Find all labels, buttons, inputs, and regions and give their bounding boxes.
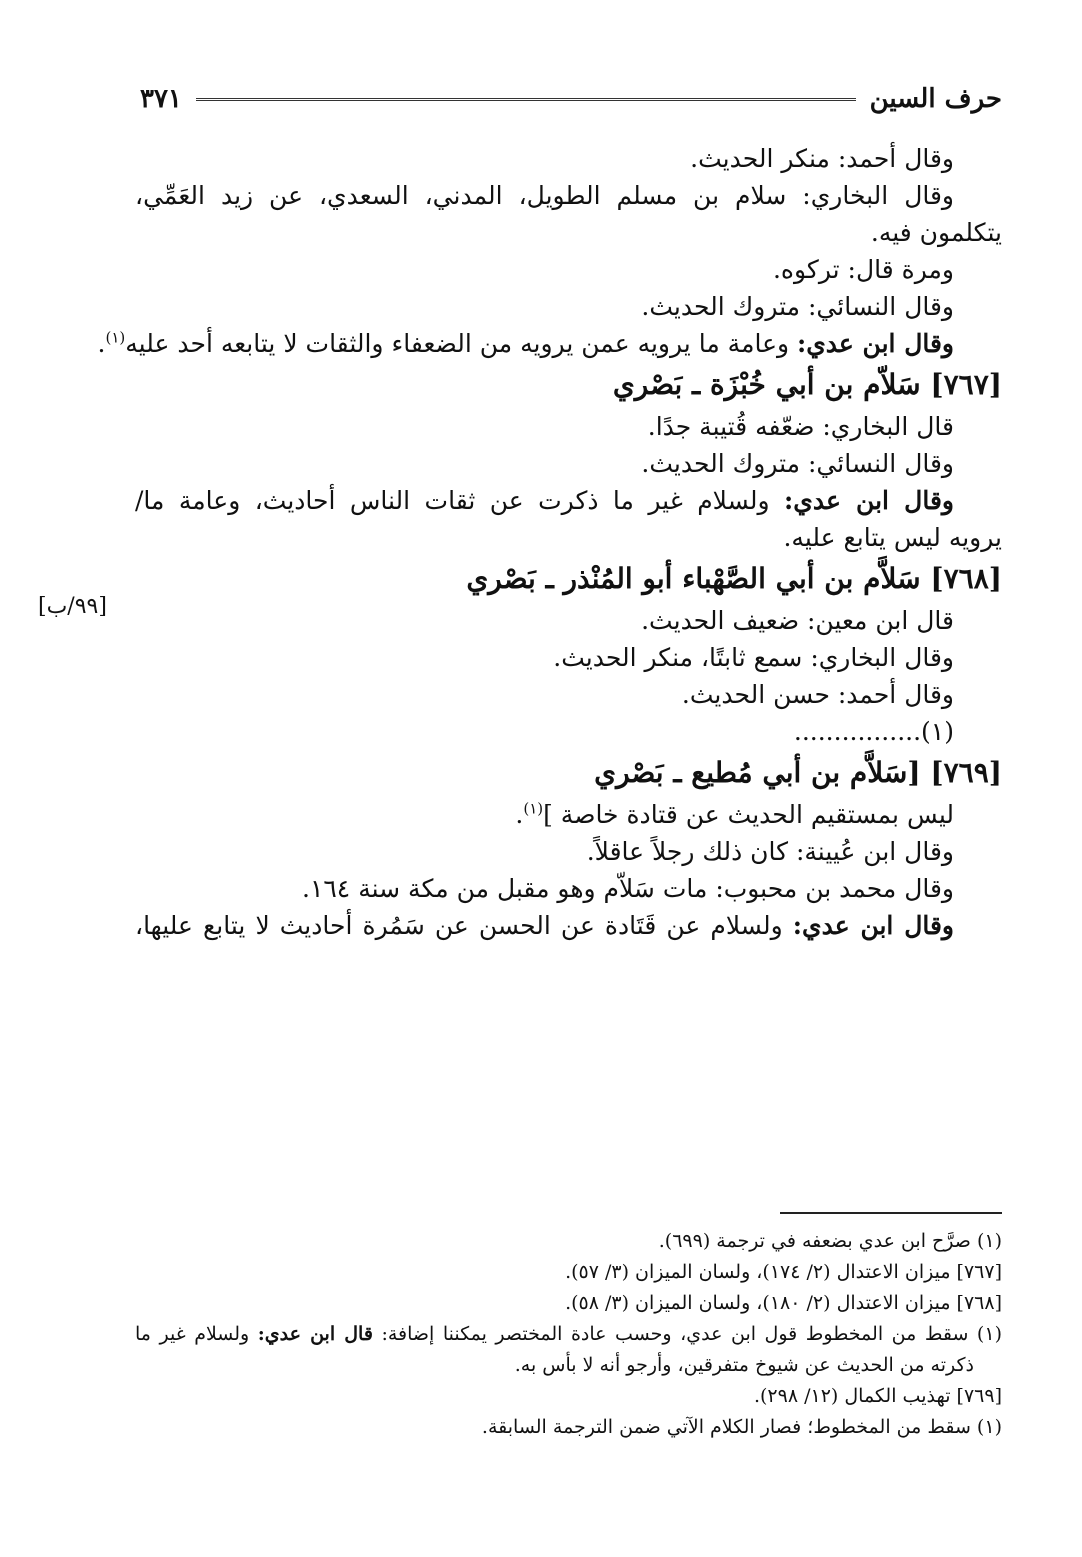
footnote: [٧٦٨] ميزان الاعتدال (٢/ ١٨٠)، ولسان الميزان (٣/ ٥٨). <box>565 1292 1002 1314</box>
running-title: حرف السين <box>869 84 1002 114</box>
punctuation: . <box>515 800 524 829</box>
entry-heading-769: [٧٦٩] [سَلاَّم بن أبي مُطيع ـ بَصْري <box>594 756 1002 789</box>
text-line: وقال أحمد: حسن الحديث. <box>681 680 954 709</box>
text-line <box>135 796 1002 833</box>
footnote-ref: (١) <box>105 328 126 347</box>
punctuation: . <box>97 329 106 358</box>
footnote-ref: (١) <box>523 799 544 818</box>
footnote: (١) سقط من المخطوط؛ فصار الكلام الآتي ضمن الترجمة السابقة. <box>481 1416 1002 1438</box>
text-line: يرويه ليس يتابع عليه. <box>783 523 1002 552</box>
text-line: وقال ابن عُيينة: كان ذلك رجلاً عاقلاً. <box>586 837 954 866</box>
text-line: يتكلمون فيه. <box>870 218 1002 247</box>
ellipsis-line: (١)................ <box>793 717 954 746</box>
quote-text: وعامة ما يرويه عمن يرويه من الضعفاء والثقات لا يتابعه أحد عليه <box>125 329 798 358</box>
entry-heading-768: [٧٦٨] سَلاَّم بن أبي الصَّهْباء أبو المُنْذر ـ بَصْري <box>466 562 1002 595</box>
footnote-separator <box>780 1212 1002 1214</box>
footnotes <box>135 1226 1002 1443</box>
text-line: وقال أحمد: منكر الحديث. <box>690 144 954 173</box>
footnote: [٧٦٩] تهذيب الكمال (١٢/ ٢٩٨). <box>753 1385 1002 1407</box>
page-header <box>140 82 1002 116</box>
footnote-text: (١) سقط من المخطوط قول ابن عدي، وحسب عادة المختصر يمكننا إضافة: <box>372 1323 1002 1345</box>
footnote <box>135 1319 1002 1350</box>
footnote: [٧٦٧] ميزان الاعتدال (٢/ ١٧٤)، ولسان الميزان (٣/ ٥٧). <box>565 1261 1002 1283</box>
quote-text: ولسلام غير ما ذكرت عن ثقات الناس أحاديث، وعامة ما/ <box>135 486 785 515</box>
text-line: وقال النسائي: متروك الحديث. <box>641 292 954 321</box>
text-line: وقال البخاري: سمع ثابتًا، منكر الحديث. <box>553 643 954 672</box>
speaker-label: وقال ابن عدي: <box>797 329 954 358</box>
page-number: ٣٧١ <box>140 84 182 114</box>
footnote-text: ولسلام غير ما <box>135 1323 258 1345</box>
speaker-label: وقال ابن عدي: <box>792 911 955 940</box>
text-line: قال ابن معين: ضعيف الحديث. <box>641 606 954 635</box>
entry-heading-767: [٧٦٧] سَلاّم بن أبي خُبْزَة ـ بَصْري <box>612 368 1002 401</box>
text-line: وقال محمد بن محبوب: مات سَلاّم وهو مقبل من مكة سنة ١٦٤. <box>302 874 954 903</box>
quote-text: ولسلام عن قَتَادة عن الحسن عن سَمُرة أحاديث لا يتابع عليها، <box>135 911 793 940</box>
speaker-label: وقال ابن عدي: <box>784 486 954 515</box>
footnote-continuation: ذكرته من الحديث عن شيوخ متفرقين، وأرجو أنه لا بأس به. <box>514 1354 974 1376</box>
quote-text: ليس بمستقيم الحديث عن قتادة خاصة ] <box>543 800 954 829</box>
footnote: (١) صرَّح ابن عدي بضعفه في ترجمة (٦٩٩). <box>658 1230 1002 1252</box>
text-line: وقال النسائي: متروك الحديث. <box>641 449 954 478</box>
text-line <box>135 907 1002 944</box>
text-line <box>135 482 1002 519</box>
text-line: وقال البخاري: سلام بن مسلم الطويل، المدني، السعدي، عن زيد العَمِّي، <box>135 181 954 210</box>
main-text <box>97 140 1002 944</box>
text-line: قال البخاري: ضعّفه قُتيبة جدًا. <box>647 412 954 441</box>
text-line: ومرة قال: تركوه. <box>772 255 954 284</box>
folio-margin-note: [٩٩/ب] <box>38 594 107 619</box>
speaker-label: قال ابن عدي: <box>257 1323 373 1345</box>
text-line <box>97 325 1002 362</box>
header-rule <box>196 98 856 101</box>
